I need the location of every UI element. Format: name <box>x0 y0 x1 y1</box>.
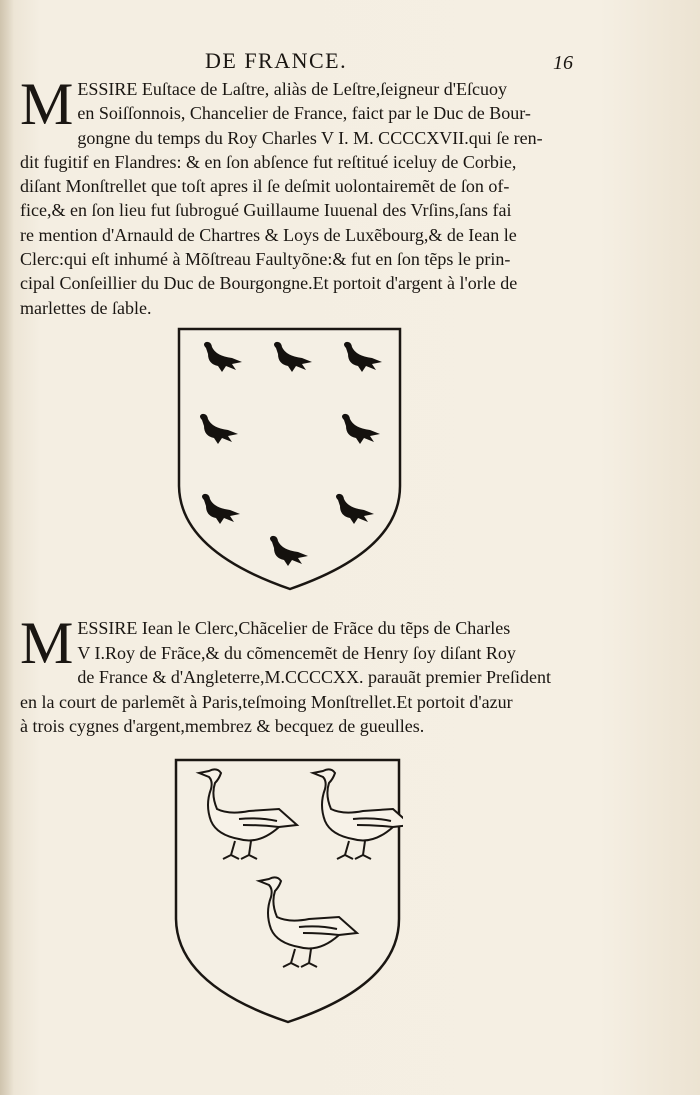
text-line: ESSIRE Euſtace de Laſtre, aliàs de Leſtre,ſeigneur d'Eſcuoy <box>77 79 507 99</box>
text-line: en la court de parlemẽt à Paris,teſmoing Monſtrellet.Et portoit d'azur <box>20 691 513 712</box>
gutter-shadow <box>0 0 14 1095</box>
folio-number: 16 <box>553 52 573 74</box>
text-line: de France & d'Angleterre,M.CCCCXX. parauãt premier Preſident <box>77 667 551 687</box>
running-head: DE FRANCE. <box>205 48 348 73</box>
text-line: à trois cygnes d'argent,membrez & becquez de gueulles. <box>20 716 425 736</box>
coat-of-arms-martlets <box>176 326 404 592</box>
entry-iean-le-clerc <box>20 610 580 739</box>
page-header <box>0 48 700 78</box>
text-line: re mention d'Arnauld de Chartres & Loys de Luxẽbourg,& de Iean le <box>20 224 517 245</box>
text-line: ESSIRE Iean le Clerc,Chãcelier de Frãce du tẽps de Charles <box>77 618 511 638</box>
text-line: marlettes de ſable. <box>20 297 152 318</box>
drop-cap: M <box>20 610 74 676</box>
text-line: gongne du temps du Roy Charles V I. M. CCCCXVII.qui ſe ren- <box>77 127 543 148</box>
text-line: V I.Roy de Frãce,& du cõmencemẽt de Henry ſoy diſant Roy <box>77 642 516 663</box>
text-line: diſant Monſtrellet que toſt apres il ſe deſmit uolontairemẽt de ſon of- <box>20 176 510 197</box>
entry-eustace-de-lastre <box>20 71 580 320</box>
text-line: Clerc:qui eſt inhumé à Mõſtreau Faultyõne:& fut en ſon tẽps le prin- <box>20 249 511 270</box>
text-line: en Soiſſonnois, Chancelier de France, faict par le Duc de Bour- <box>77 103 531 124</box>
drop-cap: M <box>20 71 74 137</box>
text-line: fice,& en ſon lieu fut ſubrogué Guillaume Iuuenal des Vrſins,ſans fai <box>20 200 512 221</box>
text-line: dit fugitif en Flandres: & en ſon abſence fut reſtitué iceluy de Corbie, <box>20 151 517 172</box>
text-line: cipal Conſeillier du Duc de Bourgongne.Et portoit d'argent à l'orle de <box>20 273 518 294</box>
coat-of-arms-swans <box>173 757 403 1025</box>
